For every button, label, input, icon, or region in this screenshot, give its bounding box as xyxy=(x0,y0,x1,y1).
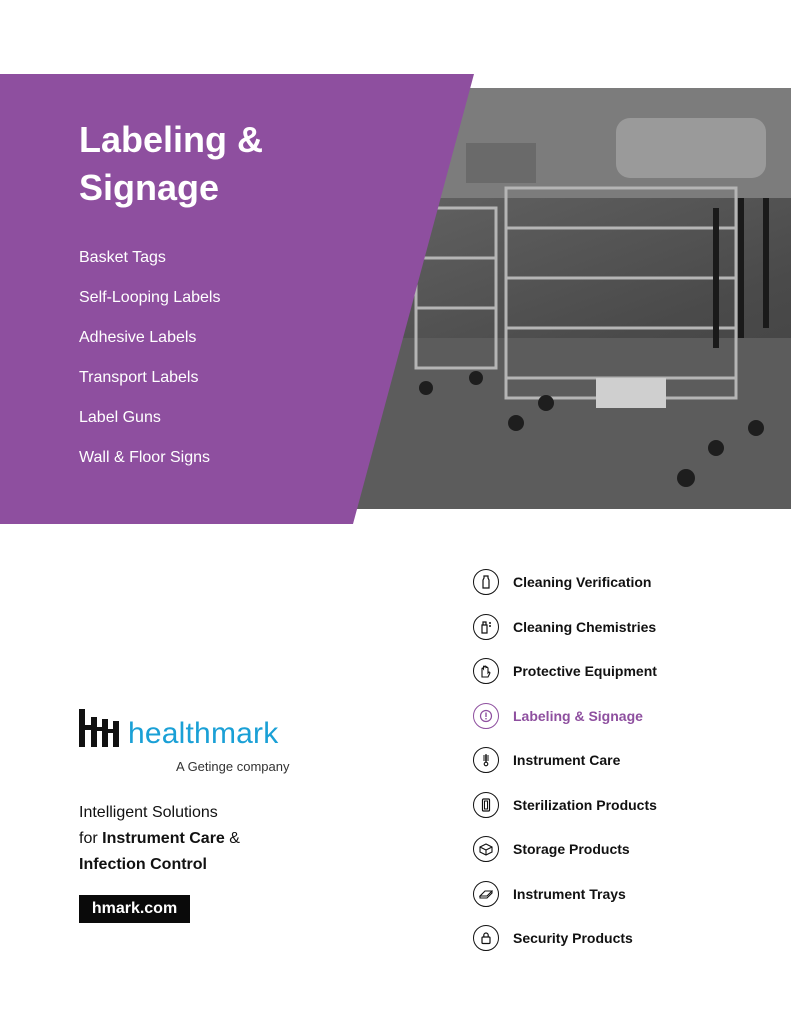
healthmark-logo-mark xyxy=(79,707,119,754)
list-item: Wall & Floor Signs xyxy=(79,449,210,466)
pouch-icon xyxy=(473,792,499,818)
brand-subtitle: A Getinge company xyxy=(176,759,290,774)
title-line-1: Labeling & xyxy=(79,119,264,160)
page-title xyxy=(79,116,339,212)
category-label: Labeling & Signage xyxy=(513,707,643,724)
healthmark-logo-icon xyxy=(79,707,119,749)
tagline-for: for xyxy=(79,830,103,847)
lock-icon xyxy=(473,925,499,951)
category-label: Sterilization Products xyxy=(513,796,657,813)
tagline-instrument-care: Instrument Care xyxy=(102,830,225,847)
category-label: Storage Products xyxy=(513,841,630,858)
brush-icon xyxy=(473,747,499,773)
list-item: Basket Tags xyxy=(79,249,166,266)
tagline-line-2 xyxy=(79,826,240,852)
tagline-amp: & xyxy=(224,830,240,847)
tray-icon xyxy=(473,881,499,907)
category-item-sterilization-products[interactable] xyxy=(473,783,657,828)
product-list xyxy=(79,246,220,486)
category-label: Protective Equipment xyxy=(513,663,657,680)
tagline-line-3 xyxy=(79,852,240,878)
box-icon xyxy=(473,836,499,862)
spray-bottle-icon xyxy=(473,614,499,640)
glove-icon xyxy=(473,658,499,684)
tagline-infection-control: Infection Control xyxy=(79,856,207,873)
tagline-line-1: Intelligent Solutions xyxy=(79,804,218,821)
category-label: Instrument Care xyxy=(513,752,621,769)
category-item-labeling-signage[interactable] xyxy=(473,694,657,739)
list-item: Label Guns xyxy=(79,409,161,426)
category-item-cleaning-verification[interactable] xyxy=(473,560,657,605)
alert-icon xyxy=(473,703,499,729)
website-link[interactable]: hmark.com xyxy=(79,895,190,923)
list-item: Transport Labels xyxy=(79,369,199,386)
category-label: Cleaning Chemistries xyxy=(513,618,657,635)
category-label: Security Products xyxy=(513,930,633,947)
category-item-instrument-trays[interactable] xyxy=(473,872,657,917)
category-item-security-products[interactable] xyxy=(473,916,657,961)
list-item: Self-Looping Labels xyxy=(79,289,221,306)
category-item-cleaning-chemistries[interactable] xyxy=(473,605,657,650)
bottle-icon xyxy=(473,569,499,595)
category-label: Cleaning Verification xyxy=(513,574,652,591)
tagline xyxy=(79,800,240,878)
list-item: Adhesive Labels xyxy=(79,329,197,346)
title-line-2: Signage xyxy=(79,167,220,208)
category-item-protective-equipment[interactable] xyxy=(473,649,657,694)
category-item-storage-products[interactable] xyxy=(473,827,657,872)
category-label: Instrument Trays xyxy=(513,885,626,902)
category-item-instrument-care[interactable] xyxy=(473,738,657,783)
category-nav xyxy=(473,560,657,961)
brand-name: healthmark xyxy=(128,717,279,750)
